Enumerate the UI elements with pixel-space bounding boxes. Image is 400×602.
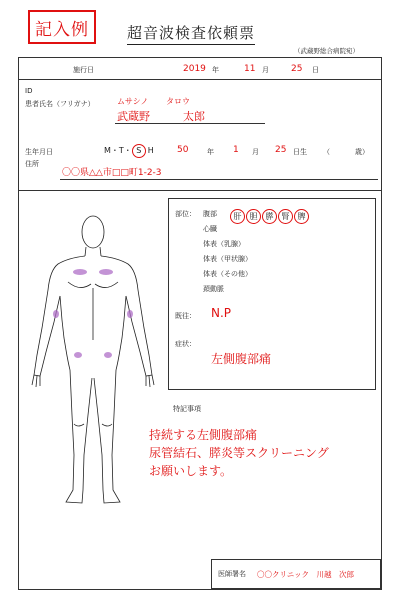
notes-line: 持続する左側腹部痛 bbox=[149, 428, 258, 442]
age-close: 歳） bbox=[355, 148, 369, 156]
dob-day-unit: 日生 bbox=[293, 148, 307, 156]
name-underline bbox=[115, 123, 265, 124]
site-item: 体表（乳腺） bbox=[203, 240, 245, 248]
head-outline bbox=[82, 216, 104, 248]
exam-day-unit: 日 bbox=[312, 66, 319, 74]
furigana-first: タロウ bbox=[166, 97, 190, 106]
patient-last-name: 武蔵野 bbox=[117, 110, 150, 123]
organ-kidney: 腎 bbox=[278, 209, 293, 224]
era-selector bbox=[104, 144, 154, 158]
organ-liver: 肝 bbox=[230, 209, 245, 224]
site-abdomen-label: 腹部 bbox=[203, 210, 217, 218]
era-s-circled: S bbox=[132, 144, 146, 158]
history-label: 既往： bbox=[175, 312, 196, 320]
body-diagram bbox=[28, 210, 156, 515]
address-underline bbox=[60, 179, 378, 180]
site-label: 部位： bbox=[175, 210, 196, 218]
era-m: M bbox=[104, 146, 111, 155]
id-label: ID bbox=[25, 87, 33, 95]
address-value: 〇〇県△△市□□町1-2-3 bbox=[62, 168, 162, 178]
notes-label: 特記事項 bbox=[173, 405, 201, 413]
era-t: T bbox=[118, 146, 124, 155]
dob-month-unit: 月 bbox=[252, 148, 259, 156]
divider bbox=[18, 190, 382, 191]
exam-year: 2019 bbox=[183, 64, 206, 74]
organ-pancreas: 膵 bbox=[262, 209, 277, 224]
exam-month: 11 bbox=[244, 64, 256, 74]
symptom-label: 症状： bbox=[175, 340, 196, 348]
era-separator: ・ bbox=[123, 146, 132, 155]
dob-year-unit: 年 bbox=[207, 148, 214, 156]
request-detail-box bbox=[168, 198, 376, 390]
organ-gallbladder: 胆 bbox=[246, 209, 261, 224]
abdomen-organ-list bbox=[230, 204, 310, 224]
signature-value: 〇〇クリニック 川越 次郎 bbox=[257, 570, 355, 579]
patient-name-label: 患者氏名（フリガナ） bbox=[25, 100, 95, 108]
dob-day: 25 bbox=[275, 145, 287, 155]
site-item: 体表（甲状腺） bbox=[203, 255, 252, 263]
organ-spleen: 脾 bbox=[294, 209, 309, 224]
exam-month-unit: 月 bbox=[262, 66, 269, 74]
site-item: 体表（その他） bbox=[203, 270, 252, 278]
signature-label: 医師署名 bbox=[218, 570, 246, 578]
exam-year-unit: 年 bbox=[212, 66, 219, 74]
dob-month: 1 bbox=[233, 145, 239, 155]
furigana-last: ムサシノ bbox=[117, 97, 149, 106]
hospital-name: （武蔵野総合病院宛） bbox=[294, 47, 359, 55]
site-item: 心臓 bbox=[203, 225, 217, 233]
sample-stamp: 記入例 bbox=[28, 10, 96, 44]
address-label: 住所 bbox=[25, 160, 39, 168]
age-open: （ bbox=[323, 148, 330, 156]
notes-line: 尿管結石、膵炎等スクリーニング bbox=[149, 446, 329, 460]
exam-day: 25 bbox=[291, 64, 303, 74]
dob-label: 生年月日 bbox=[25, 148, 53, 156]
page-title: 超音波検査依頼票 bbox=[127, 22, 255, 45]
patient-first-name: 太郎 bbox=[183, 110, 205, 123]
exam-date-label: 施行日 bbox=[73, 66, 94, 74]
divider bbox=[18, 79, 382, 80]
history-value: N.P bbox=[211, 306, 232, 320]
symptom-value: 左側腹部痛 bbox=[211, 352, 272, 366]
era-separator: ・ bbox=[110, 146, 119, 155]
site-item: 頚動脈 bbox=[203, 285, 224, 293]
era-h: H bbox=[147, 146, 154, 155]
notes-line: お願いします。 bbox=[149, 464, 233, 478]
dob-year: 50 bbox=[177, 145, 189, 155]
